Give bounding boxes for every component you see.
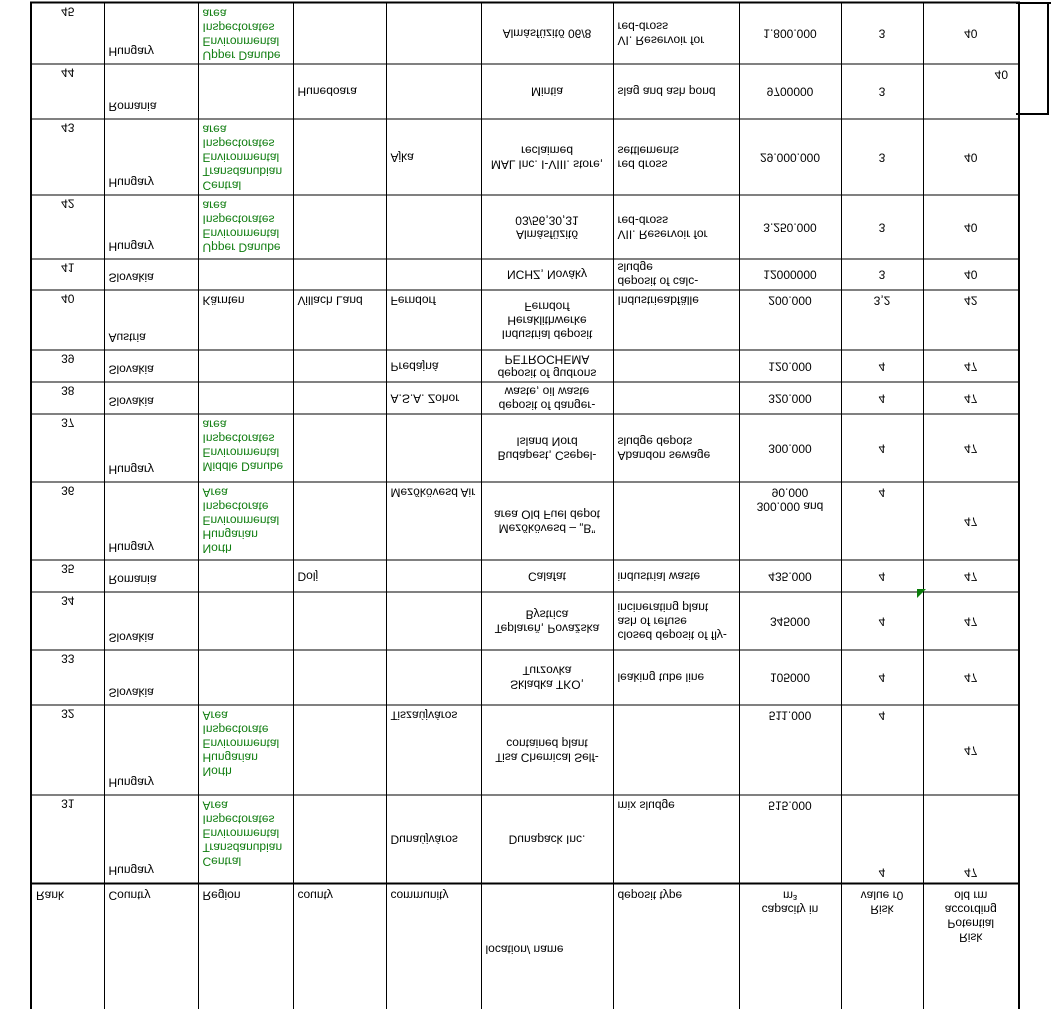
table-row (31, 483, 1019, 561)
column-header-capacity: capacity in m³ (739, 884, 841, 1009)
cell-deposit: slag and ash pond (613, 65, 739, 120)
cell-location: NCHZ, Nováky (481, 260, 613, 291)
cell-region: Central Transdanubian Environmental Inspectorates area (198, 120, 293, 196)
flipped-scanned-page (30, 2, 1020, 1009)
cell-potential: 42 (923, 291, 1019, 351)
cell-rank: 31 (31, 796, 104, 884)
cell-county (293, 483, 386, 561)
table-row (31, 351, 1019, 383)
cell-location: Calafat (481, 561, 613, 593)
cell-location: Skladka TKO, Turzovka (481, 651, 613, 706)
cell-region (198, 260, 293, 291)
cell-location: Almásfüzitő 06/8 (481, 3, 613, 65)
cell-location: Dunapack Inc. (481, 796, 613, 884)
cell-rank: 32 (31, 706, 104, 796)
column-header-risk: Risk value r0 (841, 884, 923, 1009)
cell-community (386, 561, 481, 593)
cell-community: Ajka (386, 120, 481, 196)
cell-community: Mezőkövesd Air (386, 483, 481, 561)
cell-region (198, 65, 293, 120)
cell-capacity: 12000000 (739, 260, 841, 291)
cell-deposit: Industrieabfälle (613, 291, 739, 351)
table-row (31, 651, 1019, 706)
cell-risk: 3 (841, 120, 923, 196)
column-header-potential: Risk Potential according old rm (923, 884, 1019, 1009)
cell-capacity: 345000 (739, 593, 841, 651)
cell-community (386, 260, 481, 291)
cell-region (198, 561, 293, 593)
cell-capacity: 1.800.000 (739, 3, 841, 65)
risk-deposits-table (30, 2, 1020, 1009)
cell-deposit: VI. Reservoir for red-dross (613, 3, 739, 65)
cell-country: Hungary (104, 415, 198, 483)
table-header (31, 884, 1019, 1009)
cell-risk: 4 (841, 706, 923, 796)
cell-region: Upper Danube Environmental Inspectorates area (198, 196, 293, 260)
cell-country: Hungary (104, 483, 198, 561)
cell-rank: 35 (31, 561, 104, 593)
cell-community (386, 593, 481, 651)
column-header-country: Country (104, 884, 198, 1009)
cell-community (386, 3, 481, 65)
cell-location: Budapest, Csepel- Island Nord (481, 415, 613, 483)
cell-risk: 4 (841, 415, 923, 483)
cell-rank: 45 (31, 3, 104, 65)
cell-potential: 47 (923, 706, 1019, 796)
cell-location: Industrial deposit Heraklithwerke Ferndorf (481, 291, 613, 351)
cell-country: Slovakia (104, 351, 198, 383)
table-row (31, 260, 1019, 291)
cell-capacity: 120.000 (739, 351, 841, 383)
table-row (31, 796, 1019, 884)
cell-community (386, 65, 481, 120)
cell-potential: 40 (923, 120, 1019, 196)
cell-capacity: 3.250.000 (739, 196, 841, 260)
cell-community: A.S.A. Zohor (386, 383, 481, 415)
cell-rank: 40 (31, 291, 104, 351)
cell-capacity: 435.000 (739, 561, 841, 593)
cell-capacity: 9700000 (739, 65, 841, 120)
cell-potential: 47 (923, 415, 1019, 483)
cell-region (198, 351, 293, 383)
table-row (31, 3, 1019, 65)
cell-capacity: 29.000.000 (739, 120, 841, 196)
cell-country: Hungary (104, 706, 198, 796)
cell-risk: 4 (841, 651, 923, 706)
cell-county (293, 351, 386, 383)
border-artifact-right (1047, 2, 1049, 115)
cell-country: Slovakia (104, 593, 198, 651)
cell-deposit (613, 706, 739, 796)
cell-location: deposit of gudrons PETROCHEMA (481, 351, 613, 383)
table-row (31, 291, 1019, 351)
cell-county: Villach Land (293, 291, 386, 351)
table-row (31, 196, 1019, 260)
cell-county (293, 706, 386, 796)
cell-community: Ferndorf (386, 291, 481, 351)
cell-capacity: 300.000 (739, 415, 841, 483)
cell-risk: 4 (841, 383, 923, 415)
cell-potential: 47 (923, 561, 1019, 593)
cell-potential: 47 (923, 383, 1019, 415)
table-row (31, 415, 1019, 483)
cell-community: Dunaújváros (386, 796, 481, 884)
cell-potential: 40 (923, 260, 1019, 291)
cell-capacity: 320.000 (739, 383, 841, 415)
cell-county (293, 196, 386, 260)
column-header-deposit: deposit type (613, 884, 739, 1009)
cell-county: Hunedoara (293, 65, 386, 120)
cell-country: Hungary (104, 796, 198, 884)
cell-county (293, 651, 386, 706)
cell-community (386, 415, 481, 483)
cell-deposit: deposit of calc- sludge (613, 260, 739, 291)
column-header-rank: Rank (31, 884, 104, 1009)
cell-country: Austria (104, 291, 198, 351)
cell-country: Hungary (104, 3, 198, 65)
cell-country: Romania (104, 561, 198, 593)
cell-potential: 47 (923, 593, 1019, 651)
cell-location: Mezőkövesd – „B” area Old Fuel depot (481, 483, 613, 561)
table-row (31, 383, 1019, 415)
cell-potential: 47 (923, 796, 1019, 884)
cell-risk: 3,2 (841, 291, 923, 351)
cell-capacity: 515.000 (739, 796, 841, 884)
cell-location: Teplareň, Považska Bystrica (481, 593, 613, 651)
cell-region (198, 651, 293, 706)
cell-community: Tiszaújváros (386, 706, 481, 796)
cell-region: North Hungarian Environmental Inspectorate Area (198, 706, 293, 796)
cell-rank: 38 (31, 383, 104, 415)
cell-country: Hungary (104, 120, 198, 196)
cell-county (293, 415, 386, 483)
cell-country: Slovakia (104, 260, 198, 291)
header-row (31, 884, 1019, 1009)
table-row (31, 65, 1019, 120)
cell-potential: 47 (923, 651, 1019, 706)
border-artifact-top (1016, 2, 1051, 4)
table-row (31, 593, 1019, 651)
cell-capacity: 300.000 and 90.000 (739, 483, 841, 561)
cell-risk: 4 (841, 561, 923, 593)
cell-location: deposit of danger- waste, oil waste (481, 383, 613, 415)
cell-rank: 33 (31, 651, 104, 706)
table-row (31, 120, 1019, 196)
cell-capacity: 200.000 (739, 291, 841, 351)
cell-country: Slovakia (104, 383, 198, 415)
cell-location: Tisa Chemical Self- contained plant (481, 706, 613, 796)
cell-county (293, 260, 386, 291)
table-row (31, 561, 1019, 593)
cell-risk: 4 (841, 796, 923, 884)
cell-capacity: 511.000 (739, 706, 841, 796)
cell-county (293, 120, 386, 196)
column-header-location: location/ name (481, 884, 613, 1009)
cell-deposit (613, 383, 739, 415)
cell-rank: 43 (31, 120, 104, 196)
column-header-county: county (293, 884, 386, 1009)
cell-risk: 3 (841, 3, 923, 65)
cell-potential: 40 (923, 65, 1019, 120)
cell-risk: 4 (841, 351, 923, 383)
cell-deposit: Abandon sewage sludge depots (613, 415, 739, 483)
cell-region: North Hungarian Environmental Inspectorate Area (198, 483, 293, 561)
cell-risk: 4 (841, 483, 923, 561)
cell-rank: 34 (31, 593, 104, 651)
cell-deposit: red dross settlements (613, 120, 739, 196)
cell-rank: 41 (31, 260, 104, 291)
cell-risk: 3 (841, 65, 923, 120)
cell-county: Dolj (293, 561, 386, 593)
cell-potential: 40 (923, 196, 1019, 260)
cell-rank: 37 (31, 415, 104, 483)
cell-country: Hungary (104, 196, 198, 260)
cell-county (293, 796, 386, 884)
cell-community: Predajná (386, 351, 481, 383)
cell-deposit: leaking tube line (613, 651, 739, 706)
cell-region (198, 593, 293, 651)
cell-region: Middle Danube Environmental Inspectorates area (198, 415, 293, 483)
cell-community (386, 196, 481, 260)
cell-deposit: mix sludge (613, 796, 739, 884)
cell-county (293, 3, 386, 65)
cell-potential: 47 (923, 351, 1019, 383)
cell-rank: 39 (31, 351, 104, 383)
cell-county (293, 383, 386, 415)
cell-county (293, 593, 386, 651)
cell-risk: 4 (841, 593, 923, 651)
cell-community (386, 651, 481, 706)
cell-potential: 47 (923, 483, 1019, 561)
column-header-community: community (386, 884, 481, 1009)
cell-region: Upper Danube Environmental Inspectorates area (198, 3, 293, 65)
cell-risk: 3 (841, 260, 923, 291)
cell-deposit: VII. Reservoir for red-dross (613, 196, 739, 260)
cell-rank: 36 (31, 483, 104, 561)
cell-deposit: industrial waste (613, 561, 739, 593)
cell-location: MAL Inc. I-VIII. store, reclaimed (481, 120, 613, 196)
cell-country: Romania (104, 65, 198, 120)
cell-location: Almásfüzitő 03/56,30,31 (481, 196, 613, 260)
cell-risk: 3 (841, 196, 923, 260)
table-row (31, 706, 1019, 796)
column-header-region: Region (198, 884, 293, 1009)
border-artifact-bottom (1016, 113, 1049, 115)
cell-potential: 40 (923, 3, 1019, 65)
cell-rank: 44 (31, 65, 104, 120)
cell-region: Kärnten (198, 291, 293, 351)
cell-deposit: closed deposit of fly- ash of refuse incinerating plant (613, 593, 739, 651)
cell-country: Slovakia (104, 651, 198, 706)
cell-capacity: 105000 (739, 651, 841, 706)
cell-deposit (613, 483, 739, 561)
cell-rank: 42 (31, 196, 104, 260)
green-corner-marker (917, 589, 926, 598)
cell-region (198, 383, 293, 415)
cell-location: Mintia (481, 65, 613, 120)
cell-deposit (613, 351, 739, 383)
cell-region: Central Transdanubian Environmental Inspectorates Area (198, 796, 293, 884)
